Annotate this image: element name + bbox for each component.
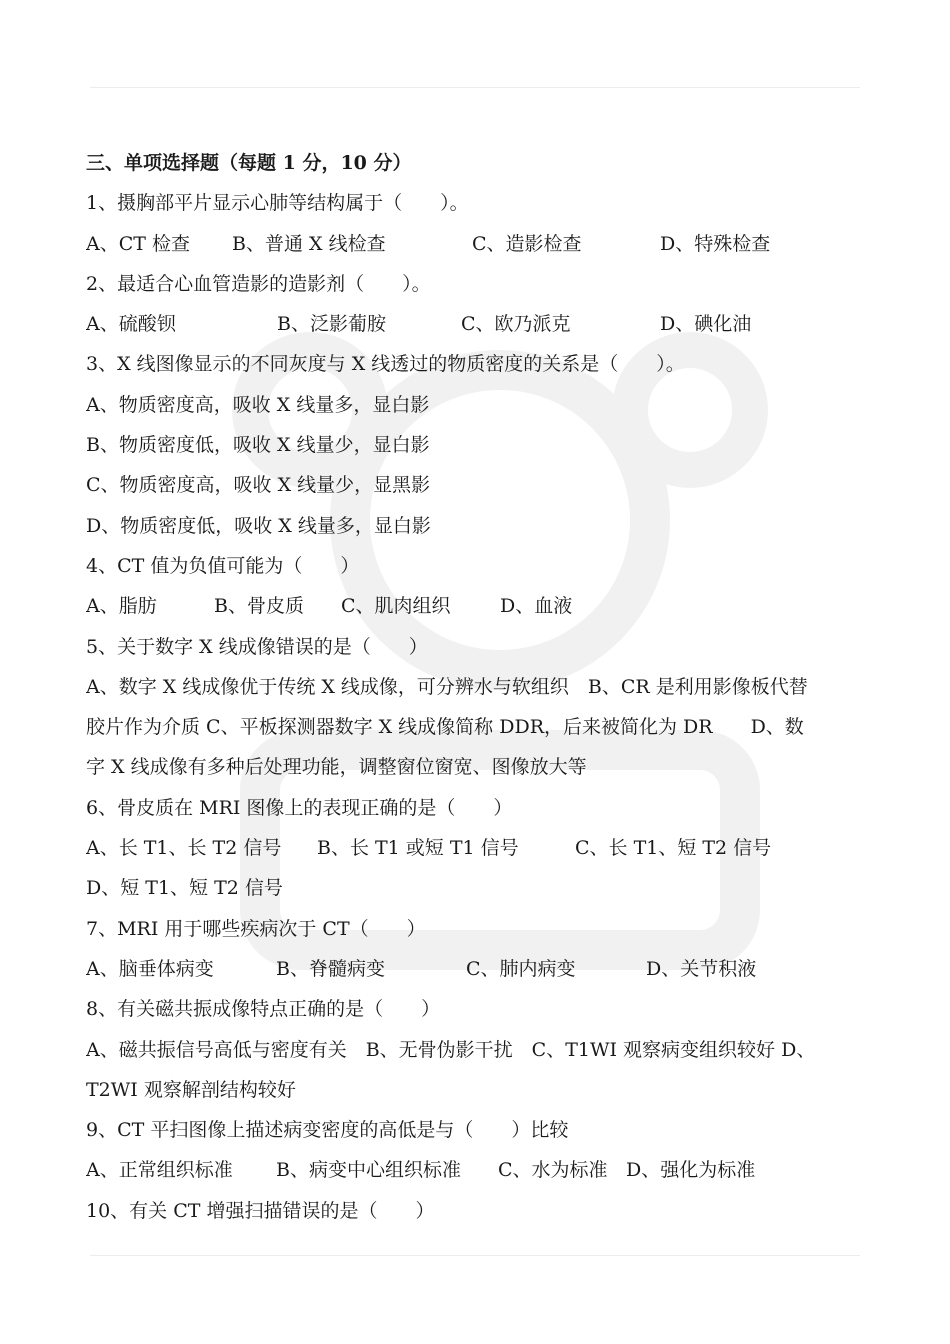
question-6-option-c: C、长 T1、短 T2 信号: [575, 837, 772, 860]
question-7-option-b: B、脊髓病变: [276, 957, 385, 980]
question-6-option-b: B、长 T1 或短 T1 信号: [317, 837, 519, 860]
question-6-option-d: D、短 T1、短 T2 信号: [86, 877, 283, 900]
question-3-option-a: A、物质密度高，吸收 X 线量多，显白影: [86, 393, 430, 416]
question-9-option-c: C、水为标准: [498, 1159, 608, 1182]
question-7-stem: 7、MRI 用于哪些疾病次于 CT（ ）: [86, 917, 426, 940]
question-5-options-line-2: 胶片作为介质 C、平板探测器数字 X 线成像简称 DDR，后来被简化为 DR D、数: [86, 716, 804, 739]
section-title: 三、单项选择题（每题 1 分，10 分）: [86, 152, 412, 174]
question-1-option-d: D、特殊检查: [660, 232, 771, 255]
question-2-option-c: C、欧乃派克: [461, 313, 571, 336]
question-6-options: [86, 828, 876, 868]
question-5-stem: 5、关于数字 X 线成像错误的是（ ）: [86, 635, 428, 658]
question-1-option-a: A、CT 检查: [86, 232, 190, 255]
question-10-stem: 10、有关 CT 增强扫描错误的是（ ）: [86, 1199, 435, 1222]
question-7-options: [86, 949, 876, 989]
question-9-option-d: D、强化为标准: [626, 1159, 756, 1182]
question-6-option-a: A、长 T1、长 T2 信号: [86, 837, 282, 860]
question-4-options: [86, 586, 876, 626]
question-2-stem: 2、最适合心血管造影的造影剂（ ）。: [86, 272, 431, 295]
footer-rule: [90, 1255, 860, 1256]
question-4-option-c: C、肌肉组织: [341, 595, 451, 618]
question-3-option-b: B、物质密度低，吸收 X 线量少，显白影: [86, 434, 430, 457]
question-1-stem: 1、摄胸部平片显示心肺等结构属于（ ）。: [86, 192, 469, 215]
question-8-options-line-1: A、磁共振信号高低与密度有关 B、无骨伪影干扰 C、T1WI 观察病变组织较好 D、: [86, 1038, 816, 1061]
question-4-stem: 4、CT 值为负值可能为（ ）: [86, 554, 360, 577]
question-1-options: [86, 224, 876, 264]
question-7-option-d: D、关节积液: [646, 957, 757, 980]
question-3-option-c: C、物质密度高，吸收 X 线量少，显黑影: [86, 474, 431, 497]
question-2-options: [86, 304, 876, 344]
question-1-option-c: C、造影检查: [472, 232, 582, 255]
question-9-options: [86, 1150, 876, 1190]
question-2-option-a: A、硫酸钡: [86, 313, 176, 336]
question-7-option-c: C、肺内病变: [466, 957, 576, 980]
question-8-options-line-2: T2WI 观察解剖结构较好: [86, 1078, 296, 1101]
question-8-stem: 8、有关磁共振成像特点正确的是（ ）: [86, 998, 441, 1021]
question-3-stem: 3、X 线图像显示的不同灰度与 X 线透过的物质密度的关系是（ ）。: [86, 353, 685, 376]
question-sheet: [86, 143, 876, 1231]
question-4-option-a: A、脂肪: [86, 595, 157, 618]
question-9-option-b: B、病变中心组织标准: [276, 1159, 461, 1182]
question-1-option-b: B、普通 X 线检查: [232, 232, 386, 255]
question-3-option-d: D、物质密度低，吸收 X 线量多，显白影: [86, 514, 431, 537]
question-4-option-b: B、骨皮质: [214, 595, 304, 618]
question-6-stem: 6、骨皮质在 MRI 图像上的表现正确的是（ ）: [86, 796, 513, 819]
question-9-stem: 9、CT 平扫图像上描述病变密度的高低是与（ ）比较: [86, 1119, 569, 1142]
question-9-option-a: A、正常组织标准: [86, 1159, 233, 1182]
question-5-options-line-1: A、数字 X 线成像优于传统 X 线成像，可分辨水与软组织 B、CR 是利用影像板代替: [86, 675, 808, 698]
question-5-options-line-3: 字 X 线成像有多种后处理功能，调整窗位窗宽、图像放大等: [86, 756, 587, 779]
question-4-option-d: D、血液: [500, 595, 573, 618]
question-7-option-a: A、脑垂体病变: [86, 957, 214, 980]
question-2-option-d: D、碘化油: [660, 313, 752, 336]
question-2-option-b: B、泛影葡胺: [277, 313, 386, 336]
header-rule: [90, 87, 860, 88]
